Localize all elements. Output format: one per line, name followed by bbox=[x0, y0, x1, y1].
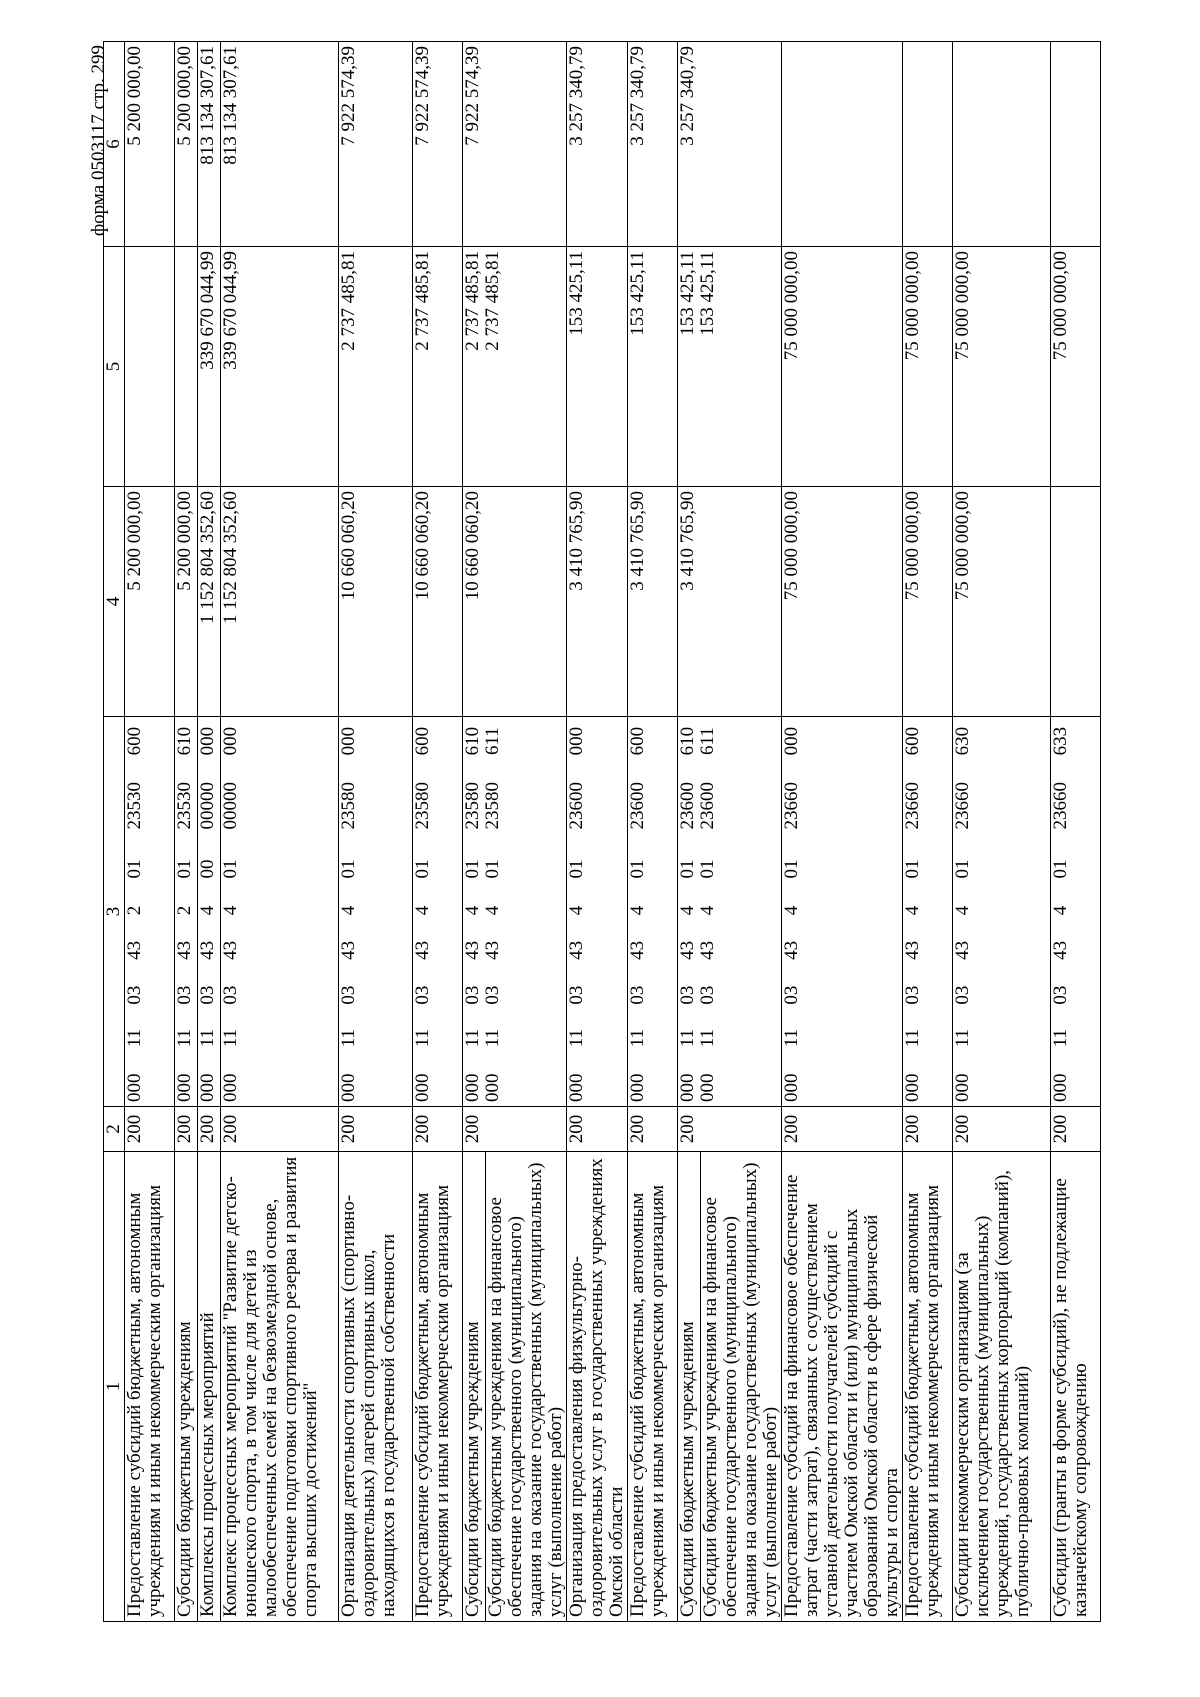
code-part: 43 bbox=[1050, 940, 1071, 960]
code-part: 03 bbox=[174, 985, 195, 1005]
code-part: 23600 bbox=[697, 782, 718, 830]
row-name: Организация деятельности спортивных (спортивно-оздоровительных) лагерей спортивных школ, находящихся в государственной собственности bbox=[339, 1152, 413, 1622]
executed-amount bbox=[463, 247, 567, 487]
budget-classification-code bbox=[221, 717, 339, 1107]
row-code: 200 bbox=[463, 1107, 567, 1152]
code-part: 000 bbox=[174, 1073, 195, 1102]
row-name: Предоставление субсидий на финансовое обеспечение затрат (части затрат), связанных с осуществлением уставной деятельности получателей субсидий с участием Омской области и (или) муниципальных образований Омской области в сфере физической культуры и спорта bbox=[782, 1152, 903, 1622]
code-line bbox=[903, 721, 923, 1102]
code-line bbox=[1051, 721, 1071, 1102]
code-part: 23660 bbox=[781, 782, 802, 830]
code-part: 2 bbox=[124, 905, 145, 916]
row-name: Субсидии бюджетным учреждениям на финансовое обеспечение государственного (муниципального) задания на оказание государственных (муниципальных) услуг (выполнение работ) bbox=[486, 1152, 567, 1622]
approved-amount bbox=[628, 487, 678, 717]
table-row bbox=[463, 42, 486, 1622]
approved-amount bbox=[567, 487, 628, 717]
executed-amount bbox=[221, 247, 339, 487]
code-part: 11 bbox=[124, 1029, 145, 1048]
budget-classification-code bbox=[339, 717, 413, 1107]
unexecuted-amount bbox=[463, 42, 567, 247]
amount-line: 153 425,11 bbox=[677, 251, 698, 336]
code-part: 03 bbox=[697, 985, 718, 1005]
amount-line: 813 134 307,61 bbox=[197, 46, 218, 165]
row-code: 200 bbox=[198, 1107, 221, 1152]
code-part: 000 bbox=[197, 726, 218, 756]
amount-line: 3 257 340,79 bbox=[627, 46, 648, 146]
code-part: 600 bbox=[902, 726, 923, 756]
amount-line: 75 000 000,00 bbox=[952, 251, 973, 361]
code-part: 43 bbox=[697, 940, 718, 960]
code-part: 000 bbox=[197, 1073, 218, 1102]
unexecuted-amount bbox=[175, 42, 198, 247]
code-part: 01 bbox=[482, 859, 503, 879]
budget-classification-code bbox=[463, 717, 567, 1107]
code-part: 600 bbox=[124, 726, 145, 756]
code-part: 01 bbox=[697, 859, 718, 879]
code-part: 000 bbox=[412, 1073, 433, 1102]
row-name: Предоставление субсидий бюджетным, автономным учреждениям и иным некоммерческим организациям bbox=[628, 1152, 678, 1622]
form-reference: форма 0503117 стр. 299 bbox=[88, 45, 109, 237]
code-part: 000 bbox=[1050, 1073, 1071, 1102]
amount-line: 2 737 485,81 bbox=[462, 251, 483, 351]
code-part: 4 bbox=[482, 905, 503, 916]
budget-classification-code bbox=[678, 717, 782, 1107]
row-name: Предоставление субсидий бюджетным, автономным учреждениям и иным некоммерческим организациям bbox=[125, 1152, 175, 1622]
code-part: 4 bbox=[462, 905, 483, 916]
row-code: 200 bbox=[175, 1107, 198, 1152]
code-part: 4 bbox=[902, 905, 923, 916]
amount-line: 2 737 485,81 bbox=[338, 251, 359, 351]
executed-amount bbox=[198, 247, 221, 487]
row-name: Предоставление субсидий бюджетным, автономным учреждениям и иным некоммерческим организациям bbox=[413, 1152, 463, 1622]
code-part: 01 bbox=[412, 859, 433, 879]
code-part: 000 bbox=[482, 1073, 503, 1102]
approved-amount bbox=[678, 487, 782, 717]
amount-line: 3 410 765,90 bbox=[566, 491, 587, 591]
code-part: 4 bbox=[412, 905, 433, 916]
row-code: 200 bbox=[339, 1107, 413, 1152]
code-part: 43 bbox=[902, 940, 923, 960]
executed-amount bbox=[567, 247, 628, 487]
approved-amount bbox=[903, 487, 953, 717]
row-name: Комплексы процессных мероприятий bbox=[198, 1152, 221, 1622]
code-part: 11 bbox=[566, 1029, 587, 1048]
amount-line: 10 660 060,20 bbox=[338, 491, 359, 601]
executed-amount bbox=[678, 247, 782, 487]
column-number: 1 bbox=[104, 1152, 125, 1622]
code-part: 43 bbox=[677, 940, 698, 960]
code-part: 03 bbox=[902, 985, 923, 1005]
code-part: 00000 bbox=[220, 782, 241, 830]
code-part: 01 bbox=[566, 859, 587, 879]
executed-amount bbox=[175, 247, 198, 487]
code-part: 11 bbox=[197, 1029, 218, 1048]
unexecuted-amount bbox=[221, 42, 339, 247]
code-part: 11 bbox=[677, 1029, 698, 1048]
code-part: 23580 bbox=[462, 782, 483, 830]
row-code: 200 bbox=[221, 1107, 339, 1152]
code-part: 23660 bbox=[952, 782, 973, 830]
table-row bbox=[953, 42, 1051, 1622]
table-row bbox=[413, 42, 463, 1622]
code-part: 01 bbox=[627, 859, 648, 879]
column-number-row bbox=[104, 42, 125, 1622]
code-part: 23580 bbox=[338, 782, 359, 830]
executed-amount bbox=[903, 247, 953, 487]
budget-classification-code bbox=[567, 717, 628, 1107]
code-part: 000 bbox=[627, 1073, 648, 1102]
table-row bbox=[339, 42, 413, 1622]
code-line bbox=[698, 721, 718, 1102]
amount-line: 5 200 000,00 bbox=[174, 491, 195, 591]
code-part: 611 bbox=[482, 727, 503, 755]
amount-line: 10 660 060,20 bbox=[412, 491, 433, 601]
code-part: 43 bbox=[781, 940, 802, 960]
code-line bbox=[413, 721, 433, 1102]
code-part: 03 bbox=[220, 985, 241, 1005]
code-part: 4 bbox=[197, 905, 218, 916]
code-part: 03 bbox=[482, 985, 503, 1005]
code-part: 03 bbox=[124, 985, 145, 1005]
amount-line: 1 152 804 352,60 bbox=[197, 491, 218, 624]
amount-line: 7 922 574,39 bbox=[412, 46, 433, 146]
code-part: 4 bbox=[697, 905, 718, 916]
amount-line: 75 000 000,00 bbox=[781, 251, 802, 361]
code-part: 4 bbox=[338, 905, 359, 916]
code-part: 630 bbox=[952, 726, 973, 756]
code-part: 000 bbox=[124, 1073, 145, 1102]
code-part: 43 bbox=[566, 940, 587, 960]
row-code: 200 bbox=[782, 1107, 903, 1152]
amount-line: 339 670 044,99 bbox=[197, 251, 218, 370]
code-line bbox=[567, 721, 587, 1102]
amount-line: 3 257 340,79 bbox=[677, 46, 698, 146]
approved-amount bbox=[198, 487, 221, 717]
code-part: 11 bbox=[1050, 1029, 1071, 1048]
code-part: 43 bbox=[627, 940, 648, 960]
amount-line: 5 200 000,00 bbox=[124, 491, 145, 591]
approved-amount bbox=[339, 487, 413, 717]
unexecuted-amount bbox=[782, 42, 903, 247]
code-part: 633 bbox=[1050, 726, 1071, 756]
code-part: 610 bbox=[174, 726, 195, 756]
code-part: 23660 bbox=[902, 782, 923, 830]
code-part: 000 bbox=[781, 726, 802, 756]
code-part: 611 bbox=[697, 727, 718, 755]
table-row bbox=[125, 42, 175, 1622]
code-part: 43 bbox=[174, 940, 195, 960]
row-code: 200 bbox=[628, 1107, 678, 1152]
code-part: 03 bbox=[952, 985, 973, 1005]
amount-line: 75 000 000,00 bbox=[902, 251, 923, 361]
code-line bbox=[125, 721, 145, 1102]
code-line bbox=[339, 721, 359, 1102]
executed-amount bbox=[953, 247, 1051, 487]
code-part: 03 bbox=[462, 985, 483, 1005]
row-code: 200 bbox=[567, 1107, 628, 1152]
code-part: 4 bbox=[627, 905, 648, 916]
amount-line: 3 257 340,79 bbox=[566, 46, 587, 146]
code-part: 03 bbox=[1050, 985, 1071, 1005]
table-row bbox=[903, 42, 953, 1622]
amount-line: 75 000 000,00 bbox=[1050, 251, 1071, 361]
approved-amount bbox=[125, 487, 175, 717]
table-row bbox=[567, 42, 628, 1622]
code-part: 43 bbox=[220, 940, 241, 960]
code-part: 23600 bbox=[627, 782, 648, 830]
budget-classification-code bbox=[1051, 717, 1101, 1107]
row-name: Субсидии бюджетным учреждениям на финансовое обеспечение государственного (муниципального) задания на оказание государственных (муниципальных) услуг (выполнение работ) bbox=[701, 1152, 782, 1622]
amount-line: 5 200 000,00 bbox=[124, 46, 145, 146]
amount-line: 2 737 485,81 bbox=[482, 251, 503, 351]
code-part: 4 bbox=[220, 905, 241, 916]
code-part: 600 bbox=[627, 726, 648, 756]
code-part: 000 bbox=[902, 1073, 923, 1102]
budget-classification-code bbox=[782, 717, 903, 1107]
budget-classification-code bbox=[175, 717, 198, 1107]
code-part: 01 bbox=[902, 859, 923, 879]
amount-line: 153 425,11 bbox=[566, 251, 587, 336]
row-name: Субсидии бюджетным учреждениям bbox=[678, 1152, 701, 1622]
code-part: 000 bbox=[338, 726, 359, 756]
table-row bbox=[221, 42, 339, 1622]
code-part: 03 bbox=[197, 985, 218, 1005]
code-part: 11 bbox=[412, 1029, 433, 1048]
code-part: 23530 bbox=[174, 782, 195, 830]
code-part: 11 bbox=[952, 1029, 973, 1048]
approved-amount bbox=[413, 487, 463, 717]
budget-classification-code bbox=[413, 717, 463, 1107]
code-part: 11 bbox=[174, 1029, 195, 1048]
table-body bbox=[125, 42, 1101, 1622]
budget-classification-code bbox=[198, 717, 221, 1107]
code-part: 01 bbox=[781, 859, 802, 879]
executed-amount bbox=[1051, 247, 1101, 487]
executed-amount bbox=[628, 247, 678, 487]
column-number: 3 bbox=[104, 717, 125, 1107]
code-line bbox=[953, 721, 973, 1102]
code-part: 11 bbox=[781, 1029, 802, 1048]
code-part: 01 bbox=[462, 859, 483, 879]
table-row bbox=[175, 42, 198, 1622]
unexecuted-amount bbox=[678, 42, 782, 247]
approved-amount bbox=[175, 487, 198, 717]
row-name: Предоставление субсидий бюджетным, автономным учреждениям и иным некоммерческим организациям bbox=[903, 1152, 953, 1622]
code-line bbox=[463, 721, 483, 1102]
code-part: 01 bbox=[174, 859, 195, 879]
code-part: 610 bbox=[462, 726, 483, 756]
code-part: 000 bbox=[566, 726, 587, 756]
amount-line: 2 737 485,81 bbox=[412, 251, 433, 351]
code-part: 43 bbox=[462, 940, 483, 960]
column-number: 5 bbox=[104, 247, 125, 487]
budget-classification-code bbox=[903, 717, 953, 1107]
unexecuted-amount bbox=[567, 42, 628, 247]
code-part: 000 bbox=[338, 1073, 359, 1102]
amount-line: 153 425,11 bbox=[697, 251, 718, 336]
unexecuted-amount bbox=[339, 42, 413, 247]
code-part: 4 bbox=[781, 905, 802, 916]
budget-classification-code bbox=[953, 717, 1051, 1107]
row-code: 200 bbox=[1051, 1107, 1101, 1152]
code-part: 43 bbox=[952, 940, 973, 960]
code-part: 23660 bbox=[1050, 782, 1071, 830]
row-code: 200 bbox=[125, 1107, 175, 1152]
row-name: Комплекс процессных мероприятий "Развитие детско-юношеского спорта, в том числе для детей из малообеспеченных семей на безвозмездной основе, обеспечение подготовки спортивного резерва и развития спорта высших достижений" bbox=[221, 1152, 339, 1622]
row-name: Организация предоставления физкультурно-оздоровительных услуг в государственных учреждениях Омской области bbox=[567, 1152, 628, 1622]
executed-amount bbox=[782, 247, 903, 487]
amount-line: 75 000 000,00 bbox=[952, 491, 973, 601]
code-part: 03 bbox=[412, 985, 433, 1005]
code-part: 01 bbox=[338, 859, 359, 879]
code-part: 000 bbox=[677, 1073, 698, 1102]
table-row bbox=[782, 42, 903, 1622]
code-part: 000 bbox=[220, 1073, 241, 1102]
budget-classification-code bbox=[125, 717, 175, 1107]
code-part: 00 bbox=[197, 859, 218, 879]
code-part: 4 bbox=[566, 905, 587, 916]
amount-line: 7 922 574,39 bbox=[338, 46, 359, 146]
unexecuted-amount bbox=[198, 42, 221, 247]
code-part: 23530 bbox=[124, 782, 145, 830]
code-line bbox=[198, 721, 218, 1102]
code-part: 01 bbox=[952, 859, 973, 879]
executed-amount bbox=[413, 247, 463, 487]
approved-amount bbox=[221, 487, 339, 717]
code-part: 000 bbox=[220, 726, 241, 756]
column-number: 6 bbox=[104, 42, 125, 247]
code-part: 03 bbox=[338, 985, 359, 1005]
amount-line: 813 134 307,61 bbox=[220, 46, 241, 165]
row-name: Субсидии бюджетным учреждениям bbox=[463, 1152, 486, 1622]
row-code: 200 bbox=[953, 1107, 1051, 1152]
table-row bbox=[198, 42, 221, 1622]
code-part: 23600 bbox=[566, 782, 587, 830]
code-part: 4 bbox=[952, 905, 973, 916]
code-part: 2 bbox=[174, 905, 195, 916]
unexecuted-amount bbox=[628, 42, 678, 247]
code-part: 43 bbox=[412, 940, 433, 960]
amount-line: 7 922 574,39 bbox=[462, 46, 483, 146]
approved-amount bbox=[782, 487, 903, 717]
code-part: 11 bbox=[482, 1029, 503, 1048]
code-part: 03 bbox=[566, 985, 587, 1005]
amount-line: 1 152 804 352,60 bbox=[220, 491, 241, 624]
code-line bbox=[483, 721, 503, 1102]
approved-amount bbox=[463, 487, 567, 717]
code-part: 43 bbox=[124, 940, 145, 960]
approved-amount bbox=[953, 487, 1051, 717]
code-part: 01 bbox=[1050, 859, 1071, 879]
amount-line: 75 000 000,00 bbox=[781, 491, 802, 601]
row-name: Субсидии (гранты в форме субсидий), не подлежащие казначейскому сопровождению bbox=[1051, 1152, 1101, 1622]
table-row bbox=[628, 42, 678, 1622]
code-part: 11 bbox=[220, 1029, 241, 1048]
unexecuted-amount bbox=[1051, 42, 1101, 247]
row-code: 200 bbox=[413, 1107, 463, 1152]
code-part: 11 bbox=[627, 1029, 648, 1048]
code-part: 11 bbox=[462, 1029, 483, 1048]
code-part: 23600 bbox=[677, 782, 698, 830]
code-part: 610 bbox=[677, 726, 698, 756]
code-line bbox=[678, 721, 698, 1102]
code-part: 000 bbox=[781, 1073, 802, 1102]
amount-line: 339 670 044,99 bbox=[220, 251, 241, 370]
code-part: 01 bbox=[124, 859, 145, 879]
code-part: 43 bbox=[197, 940, 218, 960]
unexecuted-amount bbox=[903, 42, 953, 247]
unexecuted-amount bbox=[413, 42, 463, 247]
report-table bbox=[103, 41, 1101, 1622]
code-part: 01 bbox=[220, 859, 241, 879]
code-part: 03 bbox=[781, 985, 802, 1005]
column-number: 4 bbox=[104, 487, 125, 717]
row-code: 200 bbox=[678, 1107, 782, 1152]
column-number: 2 bbox=[104, 1107, 125, 1152]
row-name: Субсидии бюджетным учреждениям bbox=[175, 1152, 198, 1622]
approved-amount bbox=[1051, 487, 1101, 717]
code-line bbox=[782, 721, 802, 1102]
amount-line: 3 410 765,90 bbox=[677, 491, 698, 591]
code-part: 11 bbox=[697, 1029, 718, 1048]
code-part: 4 bbox=[677, 905, 698, 916]
code-part: 000 bbox=[952, 1073, 973, 1102]
amount-line: 75 000 000,00 bbox=[902, 491, 923, 601]
executed-amount bbox=[339, 247, 413, 487]
table-row bbox=[1051, 42, 1101, 1622]
amount-line: 153 425,11 bbox=[627, 251, 648, 336]
code-part: 23580 bbox=[482, 782, 503, 830]
code-line bbox=[221, 721, 241, 1102]
row-code: 200 bbox=[903, 1107, 953, 1152]
code-part: 23580 bbox=[412, 782, 433, 830]
executed-amount bbox=[125, 247, 175, 487]
code-part: 43 bbox=[338, 940, 359, 960]
code-part: 000 bbox=[462, 1073, 483, 1102]
budget-classification-code bbox=[628, 717, 678, 1107]
unexecuted-amount bbox=[125, 42, 175, 247]
code-part: 600 bbox=[412, 726, 433, 756]
code-part: 11 bbox=[338, 1029, 359, 1048]
code-part: 00000 bbox=[197, 782, 218, 830]
table-row bbox=[678, 42, 701, 1622]
code-line bbox=[175, 721, 195, 1102]
amount-line: 10 660 060,20 bbox=[462, 491, 483, 601]
code-part: 11 bbox=[902, 1029, 923, 1048]
code-part: 000 bbox=[697, 1073, 718, 1102]
amount-line: 3 410 765,90 bbox=[627, 491, 648, 591]
code-part: 01 bbox=[677, 859, 698, 879]
code-part: 03 bbox=[627, 985, 648, 1005]
code-part: 03 bbox=[677, 985, 698, 1005]
code-part: 000 bbox=[566, 1073, 587, 1102]
row-name: Субсидии некоммерческим организациям (за исключением государственных (муниципальных) учреждений, государственных корпораций (компаний), публично-правовых компаний) bbox=[953, 1152, 1051, 1622]
code-line bbox=[628, 721, 648, 1102]
code-part: 43 bbox=[482, 940, 503, 960]
code-part: 4 bbox=[1050, 905, 1071, 916]
unexecuted-amount bbox=[953, 42, 1051, 247]
amount-line: 5 200 000,00 bbox=[174, 46, 195, 146]
